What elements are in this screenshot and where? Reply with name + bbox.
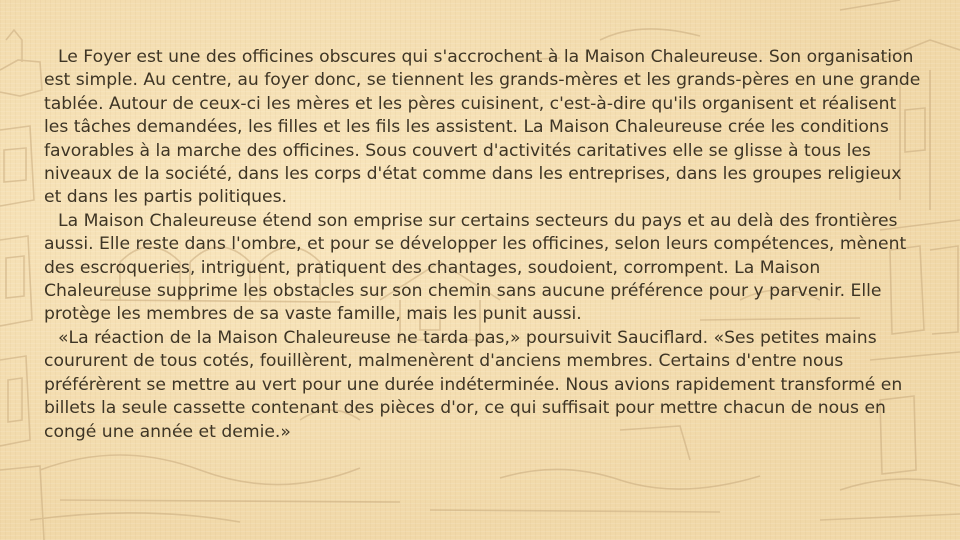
document-body <box>44 46 924 444</box>
paragraph-1: Le Foyer est une des officines obscures qui s'accrochent à la Maison Chaleureuse. Son organisation est simple. Au centre, au foyer donc, se tiennent les grands-mères et les grands-pères en une grande tablée. Autour de ceux-ci les mères et les pères cuisinent, c'est-à-dire qu'ils organisent et réalisent les tâches demandées, les filles et les fils les assistent. La Maison Chaleureuse crée les conditions favorables à la marche des officines. Sous couvert d'activités caritatives elle se glisse à tous les niveaux de la société, dans les corps d'état comme dans les entreprises, dans les groupes religieux et dans les partis politiques. <box>44 47 921 208</box>
paragraph-3: «La réaction de la Maison Chaleureuse ne tarda pas,» poursuivit Sauciflard. «Ses petites mains coururent de tous cotés, fouillèrent, malmenèrent d'anciens membres. Certains d'entre nous préférèrent se mettre au vert pour une durée indéterminée. Nous avions rapidement transformé en billets la seule cassette contenant des pièces d'or, ce qui suffisait pour mettre chacun de nous en congé une année et demie.» <box>44 327 903 442</box>
paragraph-2: La Maison Chaleureuse étend son emprise sur certains secteurs du pays et au delà des frontières aussi. Elle reste dans l'ombre, et pour se développer les officines, selon leurs compétences, mènent des escroqueries, intriguent, pratiquent des chantages, soudoient, corrompent. La Maison Chaleureuse supprime les obstacles sur son chemin sans aucune préférence pour y parvenir. Elle protège les membres de sa vaste famille, mais les punit aussi. <box>44 210 907 325</box>
